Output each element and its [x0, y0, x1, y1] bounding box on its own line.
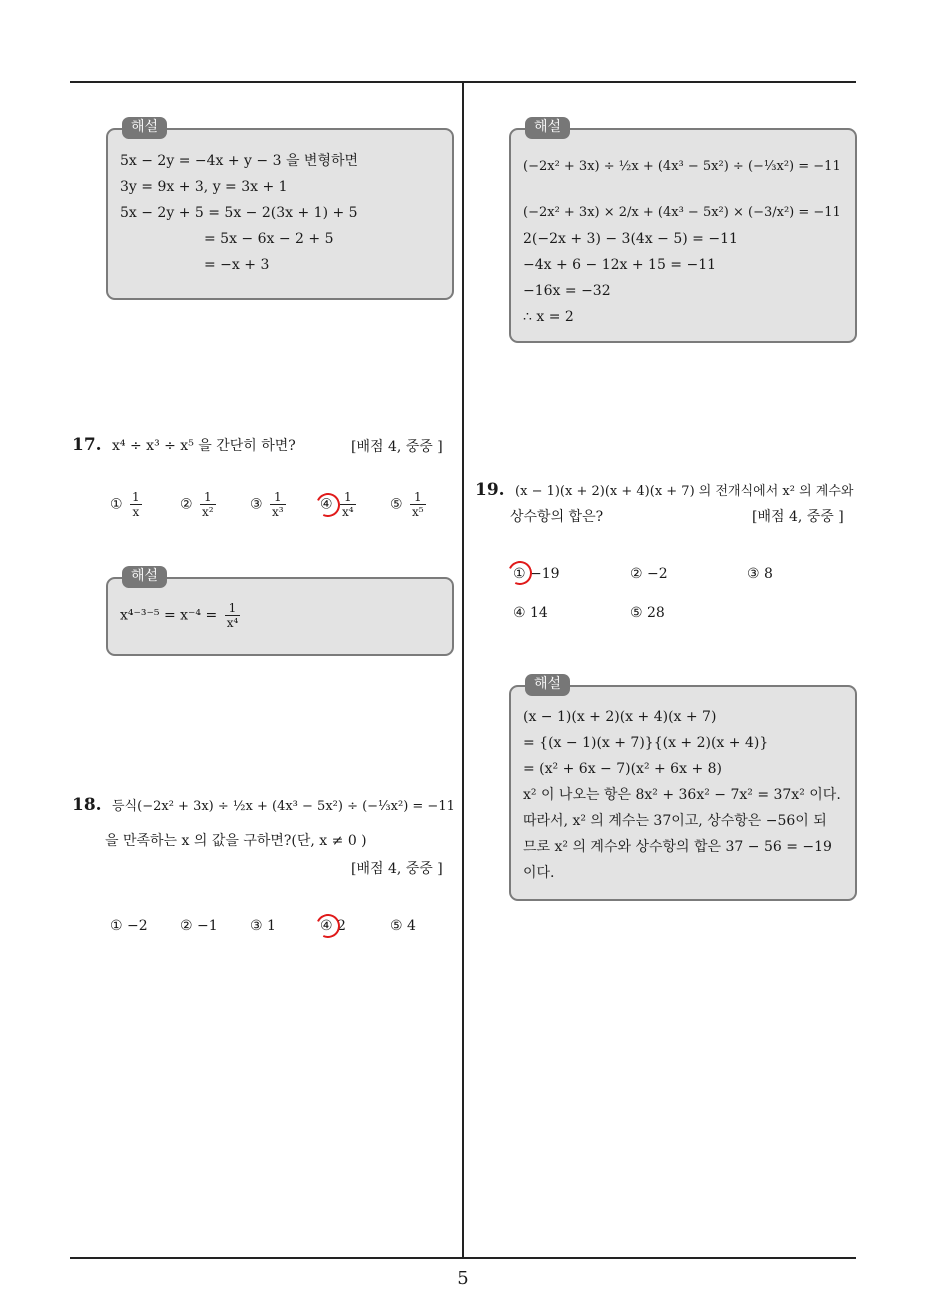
solution-line: (−2x² + 3x) ÷ ½x + (4x³ − 5x²) ÷ (−⅓x²) = −11 [523, 159, 841, 174]
solution-line: = 5x − 6x − 2 + 5 [204, 231, 334, 247]
choice-19-1[interactable]: ① −19 [513, 566, 560, 582]
question-points: [배점 4, 중중 ] [351, 861, 443, 877]
solution-line: −4x + 6 − 12x + 15 = −11 [523, 257, 717, 273]
solution-line: −16x = −32 [523, 283, 611, 299]
question-text-line2: 을 만족하는 x 의 값을 구하면?(단, x ≠ 0 ) [105, 833, 367, 849]
choice-fraction: $\frac{1}{\text{x³}}$ [272, 490, 284, 519]
solution-box-17 [106, 568, 454, 656]
answer-mark-19 [505, 558, 536, 589]
solution-line: 5x − 2y + 5 = 5x − 2(3x + 1) + 5 [120, 205, 358, 221]
question-number: 19. [475, 480, 505, 500]
choice-19-2[interactable]: ② −2 [630, 566, 668, 582]
solution-line: 이다. [523, 865, 555, 881]
bottom-rule [70, 1257, 856, 1259]
solution-line: x² 이 나오는 항은 8x² + 36x² − 7x² = 37x² 이다. [523, 787, 841, 803]
choice-17-1[interactable] [110, 490, 145, 519]
choice-18-3[interactable]: ③ 1 [250, 918, 276, 934]
choice-fraction: $\frac{1}{\text{x⁵}}$ [412, 490, 424, 519]
choice-fraction: $\frac{1}{\text{x⁴}}$ [342, 490, 354, 519]
solution-line: ∴ x = 2 [523, 309, 574, 325]
solution-box-19 [509, 676, 857, 901]
question-19 [475, 481, 853, 501]
choice-17-2[interactable] [180, 490, 219, 519]
solution-box-16 [106, 119, 454, 300]
page-number: 5 [457, 1268, 469, 1289]
choice-17-3[interactable] [250, 490, 289, 519]
solution-line: x⁴⁻³⁻⁵ = x⁻⁴ = $\frac{1}{\text{x⁴}}$ [120, 601, 239, 630]
solution-line: (−2x² + 3x) × 2/x + (4x³ − 5x²) × (−3/x²) = −11 [523, 205, 841, 220]
column-divider [462, 82, 464, 1258]
question-18 [72, 796, 455, 816]
choice-fraction: $\frac{1}{\text{x²}}$ [202, 490, 214, 519]
choice-mark: ① [110, 496, 123, 513]
choice-18-4[interactable]: ④ 2 [320, 918, 346, 934]
question-17 [72, 436, 296, 455]
choice-mark: ③ [250, 496, 263, 513]
solution-tag: 해설 [122, 566, 167, 588]
choice-17-5[interactable] [390, 490, 429, 519]
solution-box-15 [509, 119, 857, 343]
solution-tag: 해설 [525, 674, 570, 696]
choice-19-3[interactable]: ③ 8 [747, 566, 773, 582]
solution-line: = −x + 3 [204, 257, 270, 273]
question-text: x⁴ ÷ x³ ÷ x⁵ 을 간단히 하면? [112, 438, 296, 454]
solution-line: (x − 1)(x + 2)(x + 4)(x + 7) [523, 709, 717, 725]
choice-19-5[interactable]: ⑤ 28 [630, 605, 665, 621]
choice-fraction: $\frac{1}{x}$ [132, 490, 140, 519]
choice-19-4[interactable]: ④ 14 [513, 605, 548, 621]
solution-line: = (x² + 6x − 7)(x² + 6x + 8) [523, 761, 722, 777]
question-text: 등식(−2x² + 3x) ÷ ½x + (4x³ − 5x²) ÷ (−⅓x²) = −11 [112, 799, 455, 814]
solution-line: 므로 x² 의 계수와 상수항의 합은 37 − 56 = −19 [523, 839, 832, 855]
solution-line: 2(−2x + 3) − 3(4x − 5) = −11 [523, 231, 738, 247]
solution-tag: 해설 [525, 117, 570, 139]
question-points: [배점 4, 중중 ] [752, 509, 844, 525]
solution-line: = {(x − 1)(x + 7)}{(x + 2)(x + 4)} [523, 735, 769, 751]
choice-mark: ④ [320, 496, 333, 513]
question-number: 17. [72, 435, 102, 455]
solution-line: 5x − 2y = −4x + y − 3 을 변형하면 [120, 153, 359, 169]
choice-18-2[interactable]: ② −1 [180, 918, 218, 934]
choice-mark: ② [180, 496, 193, 513]
question-text: (x − 1)(x + 2)(x + 4)(x + 7) 의 전개식에서 x² 의 계수와 [515, 484, 854, 499]
choice-18-5[interactable]: ⑤ 4 [390, 918, 416, 934]
choice-mark: ⑤ [390, 496, 403, 513]
choice-18-1[interactable]: ① −2 [110, 918, 148, 934]
question-points: [배점 4, 중중 ] [351, 439, 443, 455]
question-number: 18. [72, 795, 102, 815]
solution-line: 3y = 9x + 3, y = 3x + 1 [120, 179, 288, 195]
solution-line: 따라서, x² 의 계수는 37이고, 상수항은 −56이 되 [523, 813, 827, 829]
question-text-line2: 상수항의 합은? [510, 509, 604, 525]
solution-tag: 해설 [122, 117, 167, 139]
answer-mark-18 [313, 911, 344, 942]
